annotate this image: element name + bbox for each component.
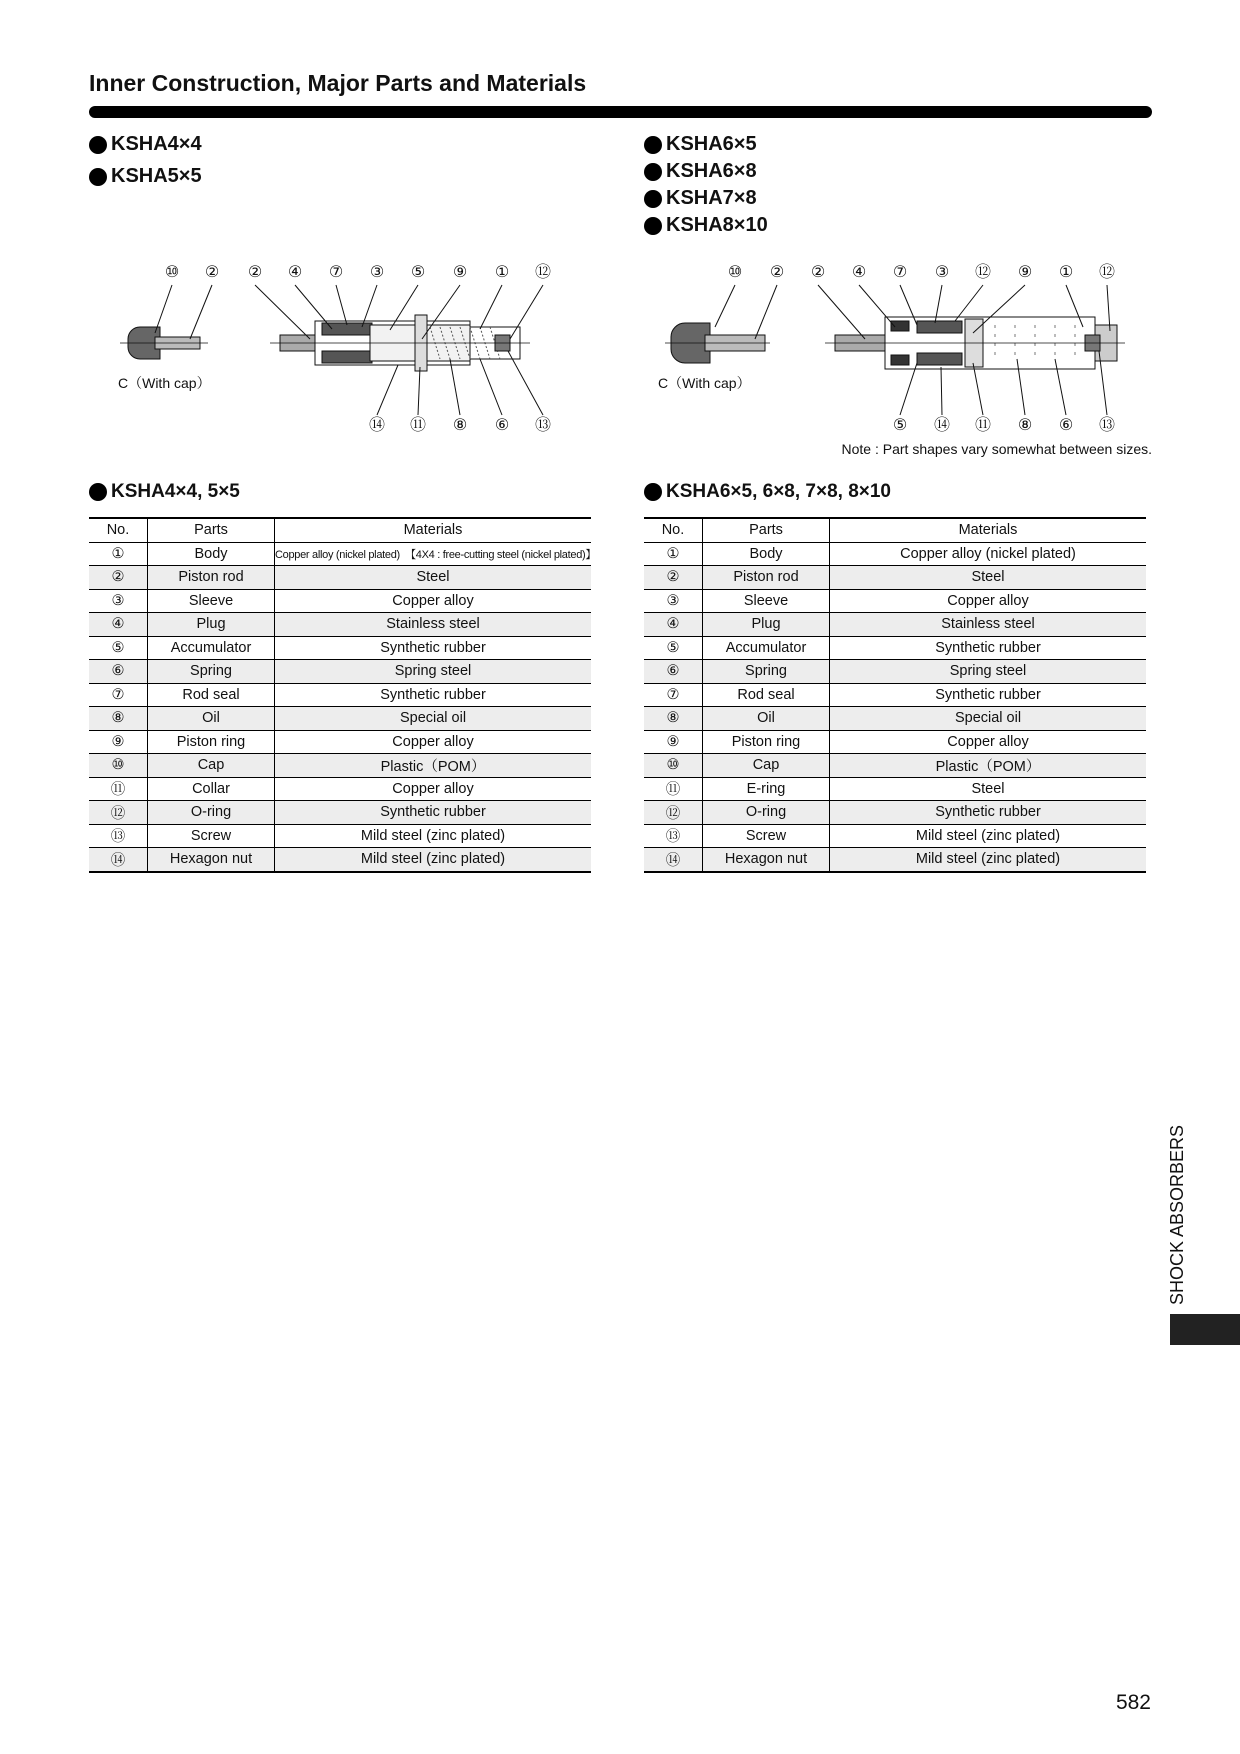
model-item: KSHA4×4 — [89, 131, 202, 158]
row-number-cell: ② — [644, 566, 703, 590]
row-number-cell: ⑧ — [89, 707, 148, 731]
material-cell: Synthetic rubber — [830, 801, 1147, 825]
table-row — [89, 801, 591, 825]
callout-label: ⑭ — [933, 415, 951, 434]
table-row — [644, 613, 1146, 637]
part-name-cell: Piston rod — [148, 566, 275, 590]
material-cell: Mild steel (zinc plated) — [830, 848, 1147, 872]
material-cell: Spring steel — [830, 660, 1147, 684]
table-row — [89, 707, 591, 731]
callout-label: ⑭ — [368, 415, 386, 434]
callout-label: ⑩ — [727, 262, 743, 281]
row-number-cell: ① — [644, 542, 703, 566]
right-table-title: KSHA6×5, 6×8, 7×8, 8×10 — [644, 481, 891, 503]
material-cell: Synthetic rubber — [275, 801, 592, 825]
bullet-icon — [644, 217, 662, 235]
material-cell: Plastic（POM） — [830, 754, 1147, 778]
cap-label: C（With cap） — [118, 375, 211, 391]
part-name-cell: Rod seal — [148, 683, 275, 707]
row-number-cell: ⑪ — [644, 777, 703, 801]
row-number-cell: ③ — [644, 589, 703, 613]
right-table-body — [644, 542, 1146, 872]
row-number-cell: ④ — [89, 613, 148, 637]
right-construction-diagram — [655, 255, 1125, 440]
left-model-list — [89, 131, 202, 190]
row-number-cell: ① — [89, 542, 148, 566]
model-item: KSHA7×8 — [644, 185, 768, 212]
material-cell: Mild steel (zinc plated) — [275, 824, 592, 848]
bullet-icon — [89, 136, 107, 154]
material-cell: Synthetic rubber — [275, 683, 592, 707]
row-number-cell: ⑧ — [644, 707, 703, 731]
section-tab-marker — [1170, 1314, 1240, 1345]
part-name-cell: Accumulator — [703, 636, 830, 660]
right-model-list — [644, 131, 768, 239]
material-cell: Synthetic rubber — [275, 636, 592, 660]
callout-label: ③ — [369, 262, 385, 281]
material-cell: Copper alloy — [830, 589, 1147, 613]
row-number-cell: ⑫ — [89, 801, 148, 825]
part-name-cell: Body — [703, 542, 830, 566]
callout-label: ⑪ — [409, 415, 427, 434]
material-cell: Steel — [830, 777, 1147, 801]
callout-label: ⑬ — [534, 415, 552, 434]
part-name-cell: Cap — [148, 754, 275, 778]
row-number-cell: ⑨ — [89, 730, 148, 754]
material-cell: Steel — [830, 566, 1147, 590]
table-row — [89, 660, 591, 684]
part-name-cell: Hexagon nut — [703, 848, 830, 872]
part-name-cell: Plug — [148, 613, 275, 637]
callout-label: ⑥ — [494, 415, 510, 434]
callout-label: ⑤ — [410, 262, 426, 281]
cap-label: C（With cap） — [658, 375, 751, 391]
table-row — [89, 589, 591, 613]
table-row — [89, 683, 591, 707]
column-header-materials: Materials — [275, 518, 592, 542]
model-item: KSHA8×10 — [644, 212, 768, 239]
part-name-cell: Oil — [148, 707, 275, 731]
callout-label: ⑥ — [1058, 415, 1074, 434]
part-name-cell: Hexagon nut — [148, 848, 275, 872]
callout-label: ⑪ — [974, 415, 992, 434]
part-name-cell: E-ring — [703, 777, 830, 801]
left-parts-table — [89, 517, 597, 873]
title-rule — [89, 106, 1152, 118]
part-name-cell: O-ring — [703, 801, 830, 825]
callout-label: ⑨ — [1017, 262, 1033, 281]
left-table-title: KSHA4×4, 5×5 — [89, 481, 240, 503]
material-cell: Synthetic rubber — [830, 683, 1147, 707]
callout-label: ② — [247, 262, 263, 281]
model-item: KSHA6×8 — [644, 158, 768, 185]
material-cell: Copper alloy — [275, 589, 592, 613]
table-row — [644, 754, 1146, 778]
table-row — [644, 660, 1146, 684]
row-number-cell: ④ — [644, 613, 703, 637]
part-name-cell: Piston rod — [703, 566, 830, 590]
table-row — [644, 707, 1146, 731]
table-row — [89, 754, 591, 778]
part-name-cell: Spring — [148, 660, 275, 684]
callout-label: ② — [810, 262, 826, 281]
page-title: Inner Construction, Major Parts and Materials — [89, 70, 587, 96]
part-name-cell: Rod seal — [703, 683, 830, 707]
material-cell: Mild steel (zinc plated) — [275, 848, 592, 872]
column-header-parts: Parts — [703, 518, 830, 542]
row-number-cell: ⑭ — [89, 848, 148, 872]
table-row — [644, 589, 1146, 613]
table-row — [644, 636, 1146, 660]
part-name-cell: Plug — [703, 613, 830, 637]
row-number-cell: ⑩ — [89, 754, 148, 778]
callout-label: ⑦ — [892, 262, 908, 281]
row-number-cell: ⑪ — [89, 777, 148, 801]
callout-label: ④ — [287, 262, 303, 281]
callout-label: ⑫ — [534, 262, 552, 281]
table-header-row — [644, 518, 1146, 542]
table-row — [89, 848, 591, 872]
material-cell: Spring steel — [275, 660, 592, 684]
model-item: KSHA5×5 — [89, 163, 202, 190]
callout-label: ⑧ — [1017, 415, 1033, 434]
row-number-cell: ⑭ — [644, 848, 703, 872]
row-number-cell: ⑫ — [644, 801, 703, 825]
row-number-cell: ⑦ — [89, 683, 148, 707]
material-cell: Copper alloy — [830, 730, 1147, 754]
row-number-cell: ⑤ — [644, 636, 703, 660]
material-cell: Special oil — [275, 707, 592, 731]
part-name-cell: Sleeve — [703, 589, 830, 613]
part-name-cell: Body — [148, 542, 275, 566]
table-row — [89, 542, 591, 566]
row-number-cell: ⑥ — [644, 660, 703, 684]
table-row — [644, 848, 1146, 872]
model-item: KSHA6×5 — [644, 131, 768, 158]
part-name-cell: Piston ring — [703, 730, 830, 754]
part-name-cell: Screw — [703, 824, 830, 848]
table-row — [644, 824, 1146, 848]
bullet-icon — [644, 163, 662, 181]
row-number-cell: ⑤ — [89, 636, 148, 660]
table-row — [644, 777, 1146, 801]
table-header-row — [89, 518, 591, 542]
bullet-icon — [89, 168, 107, 186]
bullet-icon — [644, 136, 662, 154]
callout-label: ⑫ — [1098, 262, 1116, 281]
row-number-cell: ⑥ — [89, 660, 148, 684]
callout-label: ⑩ — [164, 262, 180, 281]
bullet-icon — [644, 483, 662, 501]
callout-label: ① — [1058, 262, 1074, 281]
material-cell: Steel — [275, 566, 592, 590]
column-header-materials: Materials — [830, 518, 1147, 542]
material-cell: Stainless steel — [275, 613, 592, 637]
material-cell: Mild steel (zinc plated) — [830, 824, 1147, 848]
table-row — [89, 730, 591, 754]
row-number-cell: ⑩ — [644, 754, 703, 778]
page-number: 582 — [1115, 1691, 1151, 1714]
diagram-note: Note : Part shapes vary somewhat between sizes. — [841, 441, 1152, 457]
bullet-icon — [644, 190, 662, 208]
row-number-cell: ② — [89, 566, 148, 590]
row-number-cell: ⑬ — [89, 824, 148, 848]
part-name-cell: Collar — [148, 777, 275, 801]
part-name-cell: Oil — [703, 707, 830, 731]
table-row — [644, 542, 1146, 566]
left-construction-diagram — [100, 255, 570, 440]
part-name-cell: Screw — [148, 824, 275, 848]
part-name-cell: Spring — [703, 660, 830, 684]
table-row — [89, 824, 591, 848]
callout-label: ⑧ — [452, 415, 468, 434]
callout-label: ⑬ — [1098, 415, 1116, 434]
column-header-no: No. — [644, 518, 703, 542]
callout-label: ④ — [851, 262, 867, 281]
bullet-icon — [89, 483, 107, 501]
part-name-cell: Accumulator — [148, 636, 275, 660]
table-row — [644, 683, 1146, 707]
callout-label: ⑤ — [892, 415, 908, 434]
callout-label: ⑨ — [452, 262, 468, 281]
material-cell: Synthetic rubber — [830, 636, 1147, 660]
material-cell: Stainless steel — [830, 613, 1147, 637]
left-table-body — [89, 542, 597, 872]
table-row — [89, 566, 591, 590]
table-row — [89, 613, 591, 637]
material-cell: Copper alloy — [275, 777, 592, 801]
table-row — [644, 730, 1146, 754]
material-cell: Copper alloy (nickel plated) — [830, 542, 1147, 566]
right-parts-table — [644, 517, 1146, 873]
row-number-cell: ⑦ — [644, 683, 703, 707]
callout-label: ② — [769, 262, 785, 281]
material-cell: Copper alloy — [275, 730, 592, 754]
row-number-cell: ⑬ — [644, 824, 703, 848]
part-name-cell: O-ring — [148, 801, 275, 825]
callout-label: ⑦ — [328, 262, 344, 281]
callout-label: ② — [204, 262, 220, 281]
column-header-parts: Parts — [148, 518, 275, 542]
part-name-cell: Piston ring — [148, 730, 275, 754]
row-number-cell: ⑨ — [644, 730, 703, 754]
section-side-label: SHOCK ABSORBERS — [1167, 1124, 1187, 1305]
part-name-cell: Cap — [703, 754, 830, 778]
callout-label: ③ — [934, 262, 950, 281]
table-row — [644, 566, 1146, 590]
table-row — [89, 777, 591, 801]
table-row — [89, 636, 591, 660]
material-cell: Plastic（POM） — [275, 754, 592, 778]
material-cell: Copper alloy (nickel plated) 【4X4 : free-cutting steel (nickel plated)】 — [275, 542, 592, 566]
row-number-cell: ③ — [89, 589, 148, 613]
part-name-cell: Sleeve — [148, 589, 275, 613]
callout-label: ① — [494, 262, 510, 281]
table-row — [644, 801, 1146, 825]
column-header-no: No. — [89, 518, 148, 542]
callout-label: ⑫ — [974, 262, 992, 281]
material-cell: Special oil — [830, 707, 1147, 731]
